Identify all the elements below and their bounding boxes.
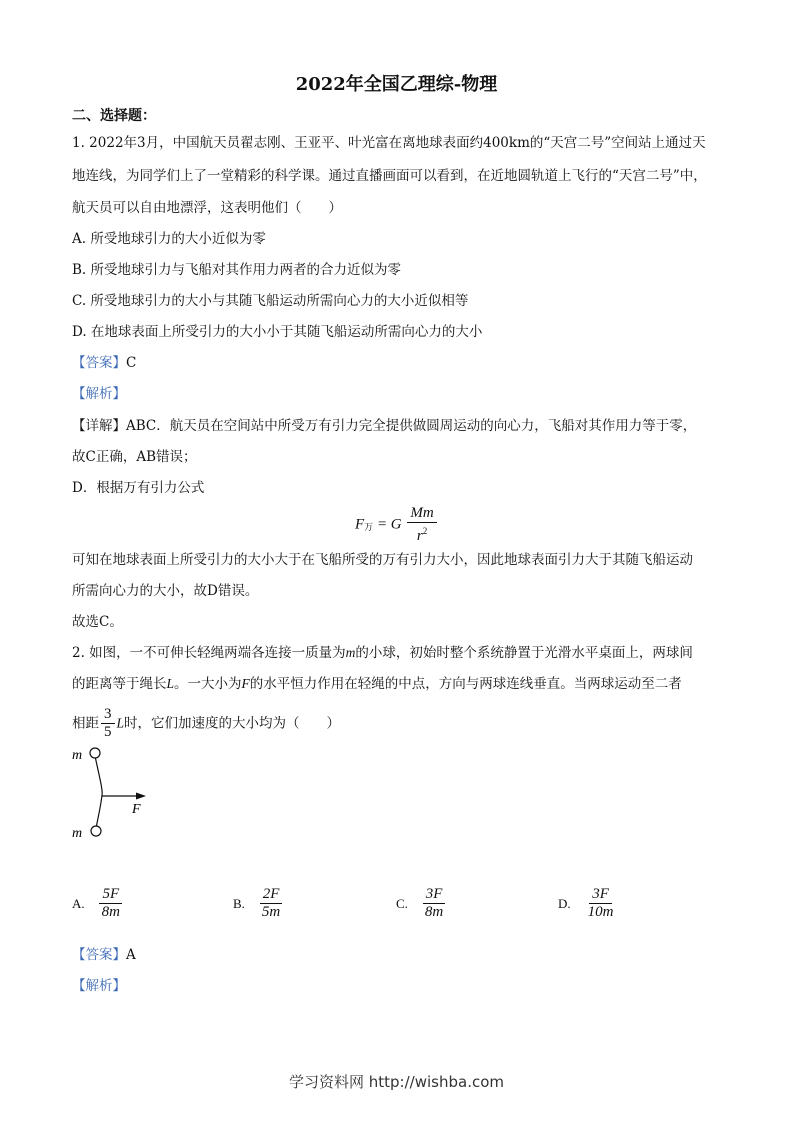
- fraction-denominator: 5: [104, 724, 112, 740]
- detail-label: 【详解】: [72, 418, 126, 434]
- q2-stem-line3: [72, 706, 340, 741]
- lower-mass-label: m: [72, 826, 83, 841]
- force-label: F: [132, 802, 141, 817]
- formula-force: F: [355, 516, 365, 533]
- force-arrow-head-icon: [136, 793, 146, 800]
- q1-detail-line3: D．根据万有引力公式: [72, 480, 205, 496]
- fraction-numerator: 2F: [260, 886, 283, 904]
- upper-rope: [95, 756, 102, 795]
- q2-option-d: [558, 886, 618, 921]
- fraction-denominator: 8m: [424, 904, 444, 920]
- q2-stem-line1: [72, 643, 693, 663]
- q1-stem-line1: 1. 2022年3月，中国航天员翟志刚、王亚平、叶光富在离地球表面约400km的“天宫二号”空间站上通过天: [72, 135, 706, 151]
- q1-detail-line1: [72, 416, 696, 436]
- fraction-numerator: 3F: [423, 886, 446, 904]
- option-label: A.: [72, 895, 85, 911]
- formula-equals-g: = G: [373, 516, 402, 533]
- formula-exponent: 2: [422, 526, 428, 536]
- q2-var-m: m: [345, 645, 356, 660]
- upper-ball-icon: [90, 748, 100, 758]
- option-fraction: [422, 886, 446, 921]
- q1-option-d: D. 在地球表面上所受引力的大小小于其随飞船运动所需向心力的大小: [72, 324, 483, 340]
- q2-answer: [72, 945, 136, 965]
- q1-detail-line2: 故C正确，AB错误；: [72, 449, 197, 465]
- lower-rope: [96, 795, 102, 828]
- q2-text: 的小球，初始时整个系统静置于光滑水平桌面上，两球间: [355, 645, 693, 661]
- q1-analysis-label: 【解析】: [72, 386, 126, 402]
- fraction-denominator: 8m: [101, 904, 120, 920]
- q1-option-b: B. 所受地球引力与飞船对其作用力两者的合力近似为零: [72, 262, 402, 278]
- q1-detail-line4: 可知在地球表面上所受引力的大小大于在飞船所受的万有引力大小，因此地球表面引力大于其随飞船运动: [72, 552, 693, 568]
- option-label: D.: [558, 895, 571, 911]
- footer-watermark: 学习资料网 http://wishba.com: [289, 1073, 504, 1091]
- option-fraction: [259, 886, 283, 921]
- lower-ball-icon: [91, 826, 101, 836]
- answer-value: A: [126, 947, 136, 963]
- q2-var-l: L: [116, 715, 125, 731]
- q1-detail-line5: 所需向心力的大小，故D错误。: [72, 583, 259, 599]
- fraction-denominator: 10m: [587, 904, 614, 920]
- q1-stem-line2: 地连线，为同学们上了一堂精彩的科学课。通过直播画面可以看到，在近地圆轨道上飞行的“天宫二号”中，: [72, 168, 707, 184]
- q1-stem-line3: 航天员可以自由地漂浮，这表明他们（ ）: [72, 200, 342, 216]
- q2-fraction-three-fifths: [101, 706, 115, 741]
- q2-option-a: [72, 886, 125, 921]
- option-fraction: [585, 886, 617, 921]
- fraction-numerator: 3: [101, 706, 115, 724]
- upper-mass-label: m: [72, 748, 83, 763]
- q1-conclusion: 故选C。: [72, 614, 123, 630]
- q2-option-c: [396, 886, 448, 921]
- section-heading: 二、选择题：: [72, 108, 156, 124]
- q2-text: 相距: [72, 715, 99, 732]
- q2-figure: [68, 740, 178, 845]
- q2-var-l: L: [166, 676, 175, 691]
- fraction-numerator: 3F: [589, 886, 612, 904]
- q1-option-c: C. 所受地球引力的大小与其随飞船运动所需向心力的大小近似相等: [72, 293, 469, 309]
- q2-option-b: [233, 886, 285, 921]
- formula-numerator: Mm: [407, 505, 436, 523]
- q2-text: 2. 如图，一不可伸长轻绳两端各连接一质量为: [72, 645, 346, 661]
- q1-option-a: A. 所受地球引力的大小近似为零: [72, 231, 266, 247]
- answer-label: 【答案】: [72, 355, 126, 371]
- formula-fraction: [407, 505, 436, 545]
- option-label: C.: [396, 895, 408, 911]
- option-label: B.: [233, 895, 245, 911]
- q2-text: 。一大小为: [174, 676, 242, 692]
- q2-text: 时，它们加速度的大小均为（ ）: [124, 715, 341, 732]
- q2-text: 的距离等于绳长: [72, 676, 167, 692]
- fraction-denominator: 5m: [261, 904, 281, 920]
- gravitation-formula: [355, 505, 439, 545]
- fraction-numerator: 5F: [99, 886, 122, 904]
- page-title: 2022年全国乙理综-物理: [295, 74, 498, 95]
- answer-label: 【答案】: [72, 947, 126, 963]
- answer-value: C: [126, 355, 137, 371]
- q2-analysis-label: 【解析】: [72, 978, 126, 994]
- q1-answer: [72, 353, 136, 373]
- q2-var-f: F: [241, 676, 250, 691]
- formula-denominator: [414, 523, 430, 545]
- formula-r: r: [416, 528, 423, 544]
- q2-text: 的水平恒力作用在轻绳的中点，方向与两球连线垂直。当两球运动至二者: [249, 676, 682, 692]
- q2-stem-line2: [72, 674, 682, 694]
- formula-subscript: 万: [364, 522, 374, 533]
- option-fraction: [99, 886, 123, 921]
- detail-text: ABC．航天员在空间站中所受万有引力完全提供做圆周运动的向心力，飞船对其作用力等于零，: [126, 418, 697, 434]
